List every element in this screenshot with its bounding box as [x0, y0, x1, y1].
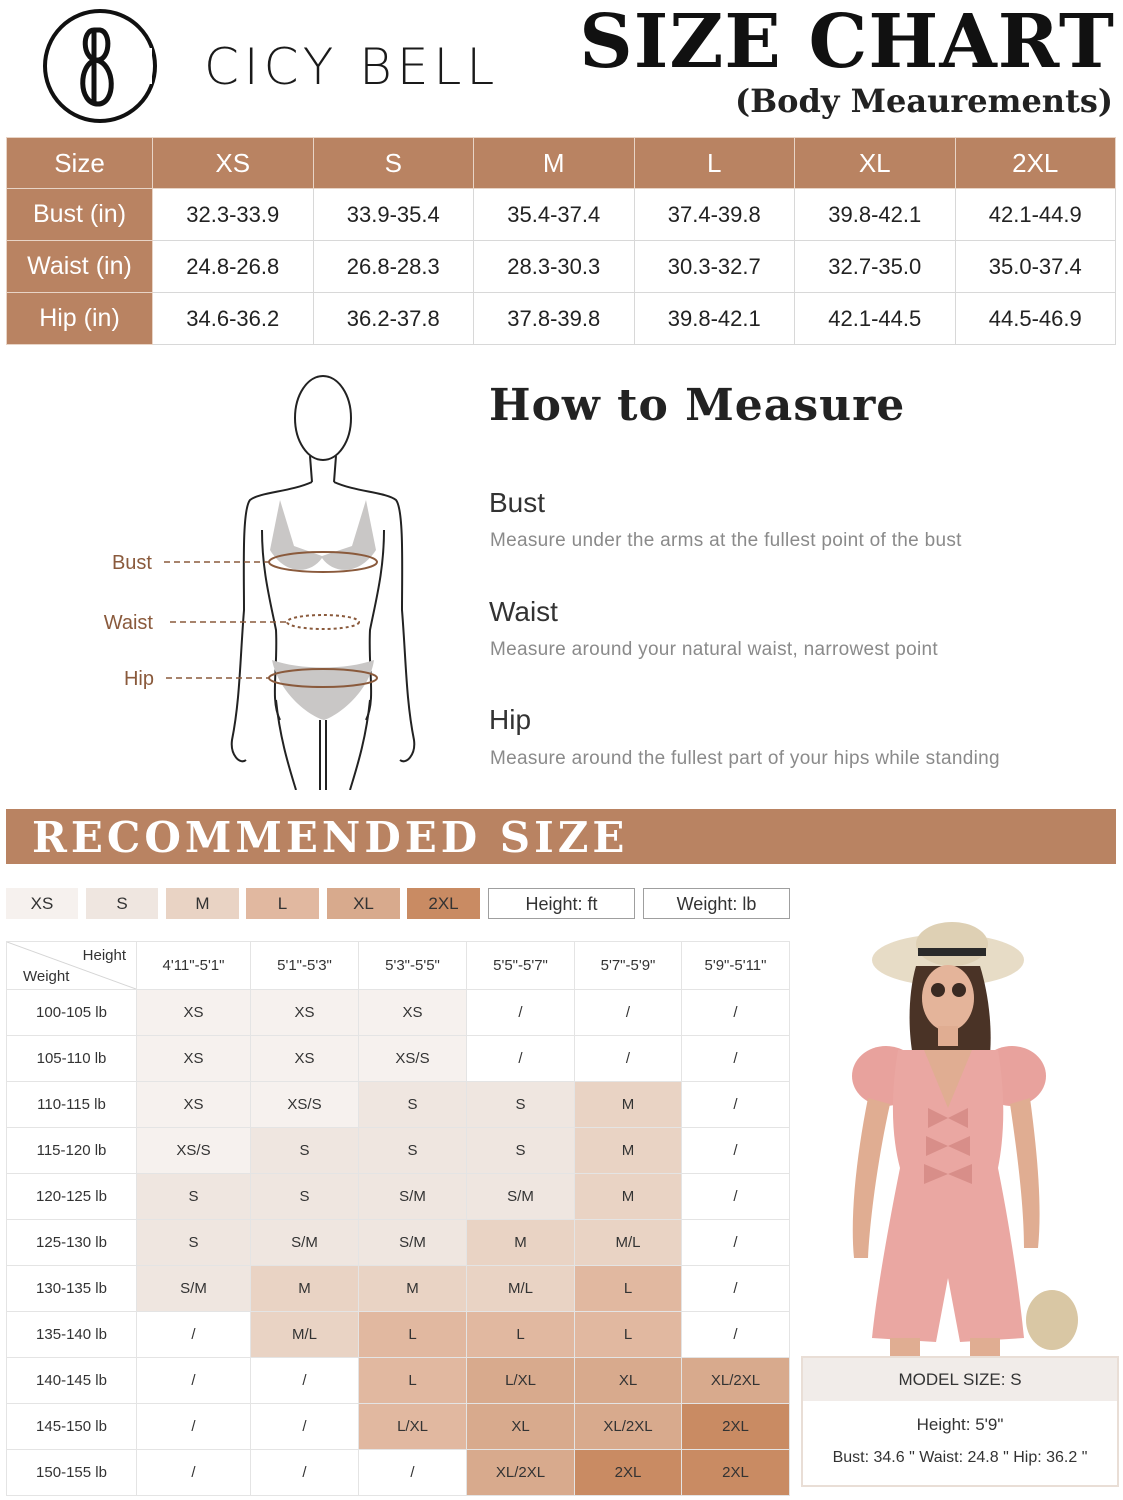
size-cell: / — [682, 1266, 790, 1312]
figure-label-bust: Bust — [111, 552, 152, 574]
size-cell: S — [251, 1174, 359, 1220]
table-row — [7, 990, 790, 1036]
weight-label: 100-105 lb — [7, 990, 137, 1036]
size-cell: / — [137, 1404, 251, 1450]
waist-measure-line — [287, 615, 359, 629]
table-header-cell: M — [474, 138, 635, 189]
legend-s: S — [86, 888, 158, 919]
size-cell: XS — [137, 1082, 251, 1128]
size-cell: / — [359, 1450, 467, 1496]
size-cell: L — [359, 1358, 467, 1404]
measure-bust-heading: Bust — [489, 487, 546, 518]
size-cell: / — [137, 1312, 251, 1358]
measure-hip-description: Measure around the fullest part of your hips while standing — [490, 748, 1000, 769]
height-header: 5'5"-5'7" — [467, 942, 575, 990]
table-header-cell: XL — [795, 138, 956, 189]
table-cell: 28.3-30.3 — [474, 241, 635, 293]
height-header: 5'3"-5'5" — [359, 942, 467, 990]
table-row — [7, 241, 1116, 293]
size-cell: S/M — [137, 1266, 251, 1312]
page-subtitle: (Body Meaurements) — [734, 82, 1113, 120]
size-cell: M — [575, 1128, 682, 1174]
size-cell: M — [359, 1266, 467, 1312]
size-cell: L — [359, 1312, 467, 1358]
table-row — [7, 1358, 790, 1404]
figure-head — [295, 376, 351, 460]
size-cell: S — [467, 1082, 575, 1128]
size-cell: XL/2XL — [575, 1404, 682, 1450]
size-cell: XS/S — [251, 1082, 359, 1128]
weight-label: 135-140 lb — [7, 1312, 137, 1358]
legend-xs: XS — [6, 888, 78, 919]
size-cell: S/M — [467, 1174, 575, 1220]
weight-label: 150-155 lb — [7, 1450, 137, 1496]
size-cell: M — [251, 1266, 359, 1312]
size-cell: S — [137, 1220, 251, 1266]
size-cell: M — [575, 1174, 682, 1220]
recommended-banner — [6, 809, 1116, 864]
table-row — [7, 1220, 790, 1266]
size-cell: L — [467, 1312, 575, 1358]
table-header-cell: 2XL — [955, 138, 1116, 189]
size-cell: XL — [575, 1358, 682, 1404]
model-photo — [820, 918, 1110, 1358]
table-cell: 33.9-35.4 — [313, 189, 474, 241]
size-cell: L/XL — [467, 1358, 575, 1404]
body-measurement-table — [6, 137, 1116, 345]
size-cell: XL/2XL — [467, 1450, 575, 1496]
weight-label: 130-135 lb — [7, 1266, 137, 1312]
table-cell: 42.1-44.9 — [955, 189, 1116, 241]
figure-label-waist: Waist — [103, 612, 153, 634]
size-cell: M/L — [467, 1266, 575, 1312]
size-cell: S — [137, 1174, 251, 1220]
sunglasses-icon — [931, 983, 945, 997]
table-cell: 32.7-35.0 — [795, 241, 956, 293]
row-label: Waist (in) — [7, 241, 153, 293]
legend-xl: XL — [327, 888, 400, 919]
model-info-card — [801, 1356, 1119, 1487]
model-measurements: Bust: 34.6 " Waist: 24.8 " Hip: 36.2 " — [832, 1449, 1088, 1466]
size-cell: S — [359, 1128, 467, 1174]
table-header-cell: L — [634, 138, 795, 189]
measure-hip-heading: Hip — [489, 704, 532, 735]
size-cell: XL/2XL — [682, 1358, 790, 1404]
table-cell: 37.8-39.8 — [474, 293, 635, 345]
size-cell: / — [251, 1450, 359, 1496]
height-header: 5'7"-5'9" — [575, 942, 682, 990]
table-cell: 35.4-37.4 — [474, 189, 635, 241]
measure-waist-heading: Waist — [489, 596, 558, 627]
size-cell: / — [682, 990, 790, 1036]
corner-weight-label: Weight — [23, 968, 70, 985]
table-header-row — [7, 138, 1116, 189]
size-cell: / — [251, 1358, 359, 1404]
size-cell: M/L — [251, 1312, 359, 1358]
recommended-title: RECOMMENDED SIZE — [32, 813, 629, 862]
legend-height-key: Height: ft — [488, 888, 635, 919]
weight-label: 120-125 lb — [7, 1174, 137, 1220]
size-cell: / — [137, 1450, 251, 1496]
weight-label: 105-110 lb — [7, 1036, 137, 1082]
row-label: Bust (in) — [7, 189, 153, 241]
table-header-cell: XS — [153, 138, 314, 189]
table-cell: 35.0-37.4 — [955, 241, 1116, 293]
height-header: 5'1"-5'3" — [251, 942, 359, 990]
size-cell: 2XL — [682, 1450, 790, 1496]
size-cell: / — [682, 1128, 790, 1174]
size-cell: XS/S — [137, 1128, 251, 1174]
size-cell: / — [575, 990, 682, 1036]
size-cell: XL — [467, 1404, 575, 1450]
corner-cell — [7, 942, 137, 990]
table-row — [7, 1174, 790, 1220]
size-cell: 2XL — [682, 1404, 790, 1450]
size-cell: S — [251, 1128, 359, 1174]
size-cell: / — [575, 1036, 682, 1082]
weight-label: 110-115 lb — [7, 1082, 137, 1128]
model-height: Height: 5'9" — [916, 1415, 1004, 1434]
legend-l: L — [246, 888, 319, 919]
size-cell: / — [682, 1220, 790, 1266]
size-cell: XS — [137, 990, 251, 1036]
size-cell: M — [467, 1220, 575, 1266]
table-row — [7, 1082, 790, 1128]
table-cell: 24.8-26.8 — [153, 241, 314, 293]
size-cell: / — [682, 1312, 790, 1358]
table-header-cell: S — [313, 138, 474, 189]
size-cell: XS — [359, 990, 467, 1036]
table-row — [7, 1128, 790, 1174]
size-cell: S — [467, 1128, 575, 1174]
table-cell: 26.8-28.3 — [313, 241, 474, 293]
size-cell: / — [467, 1036, 575, 1082]
table-cell: 39.8-42.1 — [634, 293, 795, 345]
size-cell: XS — [251, 990, 359, 1036]
height-header: 5'9"-5'11" — [682, 942, 790, 990]
size-cell: S/M — [359, 1174, 467, 1220]
size-cell: XS/S — [359, 1036, 467, 1082]
table-cell: 37.4-39.8 — [634, 189, 795, 241]
size-cell: L/XL — [359, 1404, 467, 1450]
size-cell: S/M — [359, 1220, 467, 1266]
table-cell: 34.6-36.2 — [153, 293, 314, 345]
brand-logo-icon — [42, 8, 158, 124]
table-row — [7, 1036, 790, 1082]
legend-m: M — [166, 888, 239, 919]
bikini-top — [270, 500, 376, 570]
table-row — [7, 1266, 790, 1312]
table-header-cell: Size — [7, 138, 153, 189]
size-cell: / — [682, 1082, 790, 1128]
size-cell: / — [251, 1404, 359, 1450]
size-cell: / — [467, 990, 575, 1036]
table-row — [7, 1450, 790, 1496]
weight-label: 115-120 lb — [7, 1128, 137, 1174]
table-row — [7, 1404, 790, 1450]
table-header-row — [7, 942, 790, 990]
recommended-size-table — [6, 941, 790, 1496]
table-cell: 44.5-46.9 — [955, 293, 1116, 345]
table-row — [7, 1312, 790, 1358]
measure-waist-description: Measure around your natural waist, narrowest point — [490, 639, 939, 660]
size-cell: 2XL — [575, 1450, 682, 1496]
body-figure-diagram — [90, 370, 430, 790]
size-cell: XS — [251, 1036, 359, 1082]
table-cell: 36.2-37.8 — [313, 293, 474, 345]
table-cell: 39.8-42.1 — [795, 189, 956, 241]
legend-2xl: 2XL — [407, 888, 480, 919]
corner-height-label: Height — [82, 947, 126, 964]
page-title: SIZE CHART — [579, 0, 1115, 85]
height-header: 4'11"-5'1" — [137, 942, 251, 990]
size-cell: / — [682, 1174, 790, 1220]
size-cell: L — [575, 1266, 682, 1312]
table-cell: 30.3-32.7 — [634, 241, 795, 293]
brand-name: CICY BELL — [204, 38, 500, 96]
how-to-measure-title: How to Measure — [489, 380, 906, 431]
table-row — [7, 293, 1116, 345]
table-row — [7, 189, 1116, 241]
weight-label: 125-130 lb — [7, 1220, 137, 1266]
table-cell: 42.1-44.5 — [795, 293, 956, 345]
measure-bust-description: Measure under the arms at the fullest point of the bust — [490, 530, 962, 551]
size-cell: L — [575, 1312, 682, 1358]
size-cell: / — [137, 1358, 251, 1404]
weight-label: 145-150 lb — [7, 1404, 137, 1450]
legend-weight-key: Weight: lb — [643, 888, 790, 919]
size-cell: S/M — [251, 1220, 359, 1266]
figure-label-hip: Hip — [123, 668, 154, 690]
size-cell: / — [682, 1036, 790, 1082]
table-cell: 32.3-33.9 — [153, 189, 314, 241]
straw-bag-icon — [1026, 1290, 1078, 1350]
model-size: MODEL SIZE: S — [803, 1358, 1117, 1401]
weight-label: 140-145 lb — [7, 1358, 137, 1404]
row-label: Hip (in) — [7, 293, 153, 345]
size-cell: XS — [137, 1036, 251, 1082]
size-cell: M — [575, 1082, 682, 1128]
size-cell: S — [359, 1082, 467, 1128]
size-cell: M/L — [575, 1220, 682, 1266]
